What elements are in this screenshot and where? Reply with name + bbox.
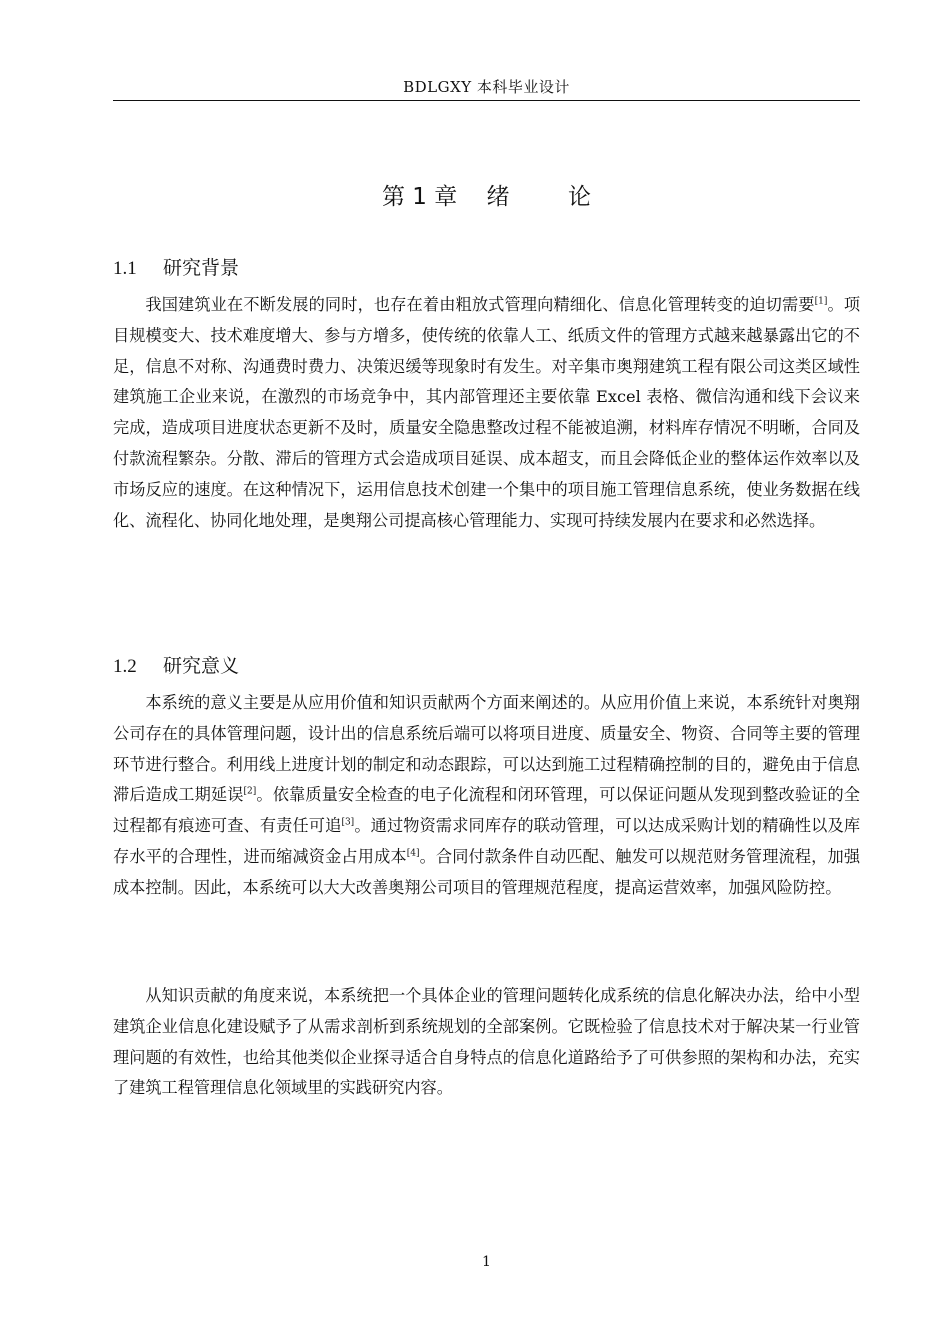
citation-ref: [3]	[341, 817, 355, 828]
section-title: 研究意义	[163, 655, 240, 677]
paragraph-text: 我国建筑业在不断发展的同时，也存在着由粗放式管理向精细化、信息化管理转变的迫切需要	[145, 295, 815, 314]
paragraph-background	[113, 290, 860, 536]
paragraph-text: 。项目规模变大、技术难度增大、参与方增多，使传统的依靠人工、纸质文件的管理方式越来越暴露出它的不足，信息不对称、沟通费时费力、决策迟缓等现象时有发生。对辛集市奥翔建筑工程有限公司这类区域性建筑施工企业来说，在激烈的市场竞争中，其内部管理还主要依靠 Excel 表格、微信沟通和线下会议来完成，造成项目进度状态更新不及时，质量安全隐患整改过程不能被追溯，材料库存情况不明晰，合同及付款流程繁杂。分散、滞后的管理方式会造成项目延误、成本超支，而且会降低企业的整体运作效率以及市场反应的速度。在这种情况下，运用信息技术创建一个集中的项目施工管理信息系统，使业务数据在线化、流程化、协同化地处理，是奥翔公司提高核心管理能力、实现可持续发展内在要求和必然选择。	[113, 295, 861, 530]
citation-ref: [1]	[814, 296, 828, 307]
paragraph-text: 。依靠质量安全检查的电子化流程和闭环管理，可以保证问题从发现到整改验证的全过程都有痕迹可查、有责任可追	[113, 785, 861, 836]
paragraph-text: 。通过物资需求同库存的联动管理，可以达成采购计划的精确性以及库存水平的合理性，进而缩减资金占用成本	[113, 816, 861, 866]
section-heading-1-1	[113, 253, 239, 280]
paragraph-text: 本系统的意义主要是从应用价值和知识贡献两个方面来阐述的。从应用价值上来说，本系统针对奥翔公司存在的具体管理问题，设计出的信息系统后端可以将项目进度、质量安全、物资、合同等主要的管理环节进行整合。利用线上进度计划的制定和动态跟踪，可以达到施工过程精确控制的目的，避免由于信息滞后造成工期延误	[113, 693, 860, 805]
paragraph-significance	[113, 688, 860, 904]
section-title: 研究背景	[163, 257, 240, 279]
section-number: 1.1	[113, 258, 137, 279]
citation-ref: [4]	[406, 848, 420, 859]
section-heading-1-2	[113, 651, 239, 678]
section-number: 1.2	[113, 656, 137, 677]
paragraph-contribution	[113, 981, 860, 1104]
citation-ref: [2]	[243, 787, 257, 797]
paragraph-text: 从知识贡献的角度来说，本系统把一个具体企业的管理问题转化成系统的信息化解决办法，给中小型建筑企业信息化建设赋予了从需求剖析到系统规划的全部案例。它既检验了信息技术对于解决某一行业管理问题的有效性，也给其他类似企业探寻适合自身特点的信息化道路给予了可供参照的架构和办法，充实了建筑工程管理信息化领域里的实践研究内容。	[113, 986, 860, 1098]
paragraph-text: 。合同付款条件自动匹配、触发可以规范财务管理流程，加强成本控制。因此，本系统可以大大改善奥翔公司项目的管理规范程度，提高运营效率，加强风险防控。	[113, 846, 861, 897]
header-rule	[113, 100, 860, 101]
running-header: BDLGXY 本科毕业设计	[403, 78, 570, 96]
page-number: 1	[482, 1254, 491, 1270]
chapter-title: 第 1 章 绪 论	[382, 184, 591, 210]
